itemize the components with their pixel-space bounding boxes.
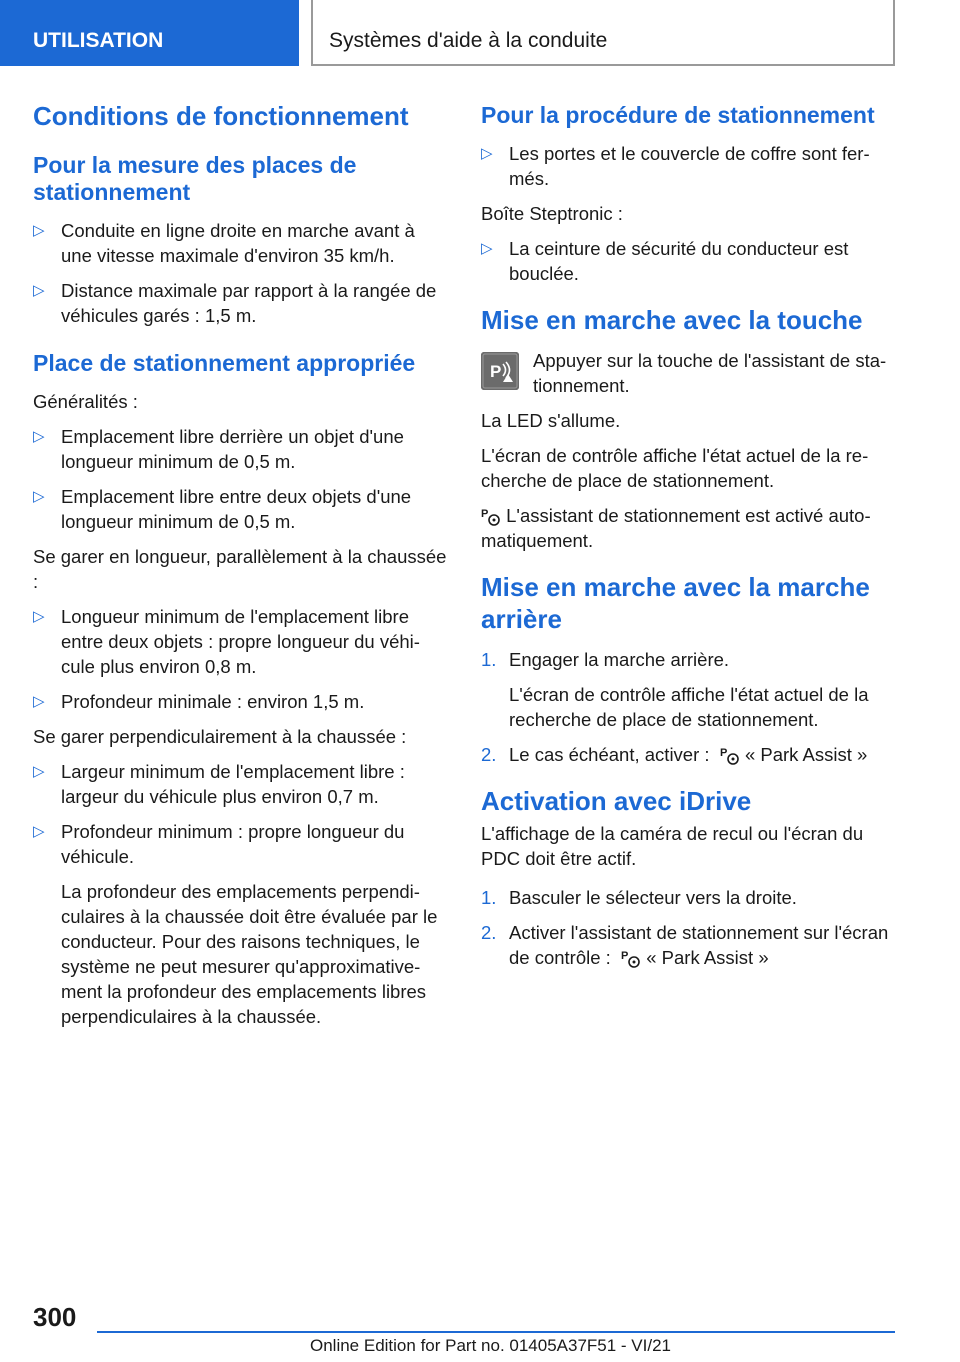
section-tab: UTILISATION xyxy=(0,0,299,66)
numbered-step: 2. Le cas échéant, activer : P « Park Assist » xyxy=(481,744,868,765)
list-item: ▷ Emplacement libre entre deux objets d'une longueur minimum de 0,5 m. xyxy=(33,486,412,532)
triangle-bullet-icon: ▷ xyxy=(33,763,45,780)
idrive-text: L'affichage de la caméra de recul ou l'écran du PDC doit être actif. xyxy=(481,823,864,869)
park-assist-symbol-icon xyxy=(621,948,641,968)
heading-touche: Mise en marche avec la touche xyxy=(481,305,863,335)
heading-procedure: Pour la procédure de stationnement xyxy=(481,102,875,128)
triangle-bullet-icon: ▷ xyxy=(33,693,45,710)
triangle-bullet-icon: ▷ xyxy=(33,608,45,625)
triangle-bullet-icon: ▷ xyxy=(481,145,493,162)
ecran-text: L'écran de contrôle affiche l'état actuel de la recherche de place de stationnement. xyxy=(481,445,869,491)
list-item: ▷ Emplacement libre derrière un objet d'une longueur minimum de 0,5 m. xyxy=(33,426,404,472)
list-item: ▷ Profondeur minimum : propre longueur du véhicule. xyxy=(33,821,405,867)
right-column xyxy=(481,100,895,980)
heading-marche-arriere: Mise en marche avec la marche arrière xyxy=(481,572,870,634)
led-text: La LED s'allume. xyxy=(481,410,621,431)
steptronic-label: Boîte Steptronic : xyxy=(481,203,623,224)
edition-text: Online Edition for Part no. 01405A37F51 - VI/21 xyxy=(310,1336,672,1355)
step-subtext: L'écran de contrôle affiche l'état actuel de la recherche de place de stationnement. xyxy=(509,684,869,730)
svg-text:P: P xyxy=(490,362,502,381)
list-item: ▷ Longueur minimum de l'emplacement libre entre deux objets : propre longueur du véhicule plus environ 0,8 m. xyxy=(33,606,420,677)
touche-block: P Appuyer sur la touche de l'assistant de stationnement. xyxy=(481,348,895,398)
list-item: ▷ Distance maximale par rapport à la rangée de véhicules garés : 1,5 m. xyxy=(33,280,437,326)
list-item: ▷ Profondeur minimale : environ 1,5 m. xyxy=(33,691,365,712)
page-number: 300 xyxy=(33,1302,77,1332)
list-item: ▷ Conduite en ligne droite en marche avant à une vitesse maximale d'environ 35 km/h. xyxy=(33,220,415,266)
svg-text:P: P xyxy=(481,508,489,520)
svg-text:P: P xyxy=(621,950,629,962)
triangle-bullet-icon: ▷ xyxy=(481,240,493,257)
triangle-bullet-icon: ▷ xyxy=(33,222,45,239)
perp-note: La profondeur des emplacements perpendiculaires à la chaussée doit être évaluée par le conducteur. Pour des raisons techniques, le système ne peut mesurer qu'approximativement la profondeur des emplacements libres perpendiculaires à la chaussée. xyxy=(61,881,438,1027)
perp-intro: Se garer perpendiculairement à la chaussée : xyxy=(33,726,407,747)
numbered-step: 2. Activer l'assistant de stationnement sur l'écran de contrôle : P « Park Assist » xyxy=(481,922,889,968)
numbered-step: 1. Basculer le sélecteur vers la droite. xyxy=(481,887,797,908)
left-column xyxy=(33,100,447,1039)
heading-idrive: Activation avec iDrive xyxy=(481,786,752,816)
heading-conditions: Conditions de fonctionnement xyxy=(33,101,409,131)
park-assist-symbol-icon xyxy=(481,506,501,526)
chapter-title: Systèmes d'aide à la conduite xyxy=(311,0,895,66)
park-assist-button-icon xyxy=(481,352,519,390)
park-assist-symbol-icon xyxy=(720,745,740,765)
triangle-bullet-icon: ▷ xyxy=(33,428,45,445)
triangle-bullet-icon: ▷ xyxy=(33,488,45,505)
numbered-step: 1. Engager la marche arrière. xyxy=(481,649,730,670)
triangle-bullet-icon: ▷ xyxy=(33,823,45,840)
auto-text: P L'assistant de stationnement est activé automatiquement. xyxy=(481,505,871,551)
svg-text:P: P xyxy=(719,747,728,759)
list-item: ▷ Largeur minimum de l'emplacement libre : largeur du véhicule plus environ 0,7 m. xyxy=(33,761,405,807)
longueur-intro: Se garer en longueur, parallèlement à la chaussée : xyxy=(33,546,447,592)
heading-place: Place de stationnement appropriée xyxy=(33,350,416,376)
page-header xyxy=(0,0,960,66)
triangle-bullet-icon: ▷ xyxy=(33,282,45,299)
heading-mesure: Pour la mesure des places de stationnement xyxy=(33,152,357,205)
footer-rule xyxy=(97,1331,895,1333)
generalites-label: Généralités : xyxy=(33,391,138,412)
list-item: ▷ La ceinture de sécurité du conducteur est bouclée. xyxy=(481,238,849,284)
list-item: ▷ Les portes et le couvercle de coffre sont fermés. xyxy=(481,143,870,189)
